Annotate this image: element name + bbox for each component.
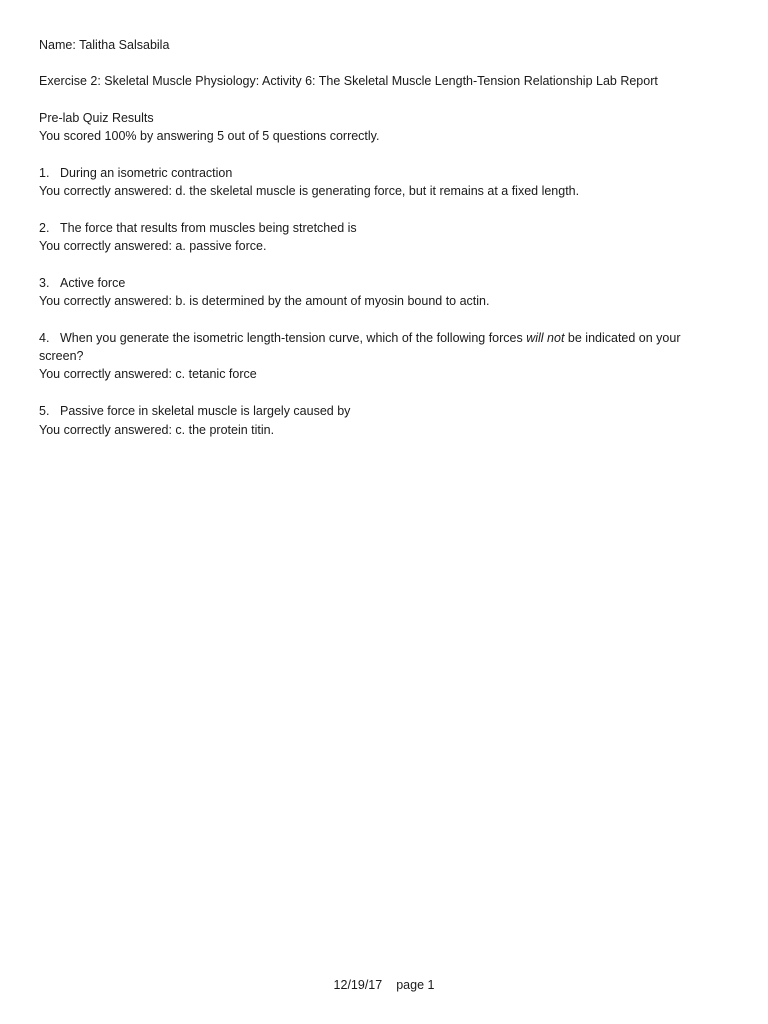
question-2 (39, 219, 708, 237)
question-emphasis: will not (526, 331, 565, 345)
question-4 (39, 329, 699, 365)
question-5 (39, 402, 708, 420)
question-3 (39, 274, 708, 292)
answer-2: You correctly answered: a. passive force. (39, 239, 267, 253)
question-text: During an isometric contraction (60, 166, 233, 180)
question-text: Active force (60, 276, 126, 290)
question-text-start: When you generate the isometric length-tension curve, which of the following forces (60, 331, 527, 345)
report-title: Exercise 2: Skeletal Muscle Physiology: Activity 6: The Skeletal Muscle Length-Tension Relationship Lab Report (39, 74, 658, 88)
question-number: 3. (39, 276, 50, 290)
question-text: Passive force in skeletal muscle is largely caused by (60, 404, 351, 418)
question-number: 2. (39, 221, 50, 235)
question-1 (39, 164, 708, 182)
answer-4: You correctly answered: c. tetanic force (39, 367, 257, 381)
quiz-score: You scored 100% by answering 5 out of 5 questions correctly. (39, 129, 380, 143)
question-number: 1. (39, 166, 50, 180)
answer-5: You correctly answered: c. the protein titin. (39, 423, 275, 437)
quiz-heading: Pre-lab Quiz Results (39, 111, 154, 125)
page-footer (0, 976, 768, 994)
question-number: 4. (39, 331, 50, 345)
question-number: 5. (39, 404, 50, 418)
footer-date: 12/19/17 (333, 978, 383, 992)
question-text-end: be indicated on your screen? (39, 331, 681, 363)
footer-page-number: page 1 (396, 978, 435, 992)
student-name: Name: Talitha Salsabila (39, 38, 170, 52)
answer-1: You correctly answered: d. the skeletal muscle is generating force, but it remains at a fixed length. (39, 184, 580, 198)
question-text: The force that results from muscles being stretched is (60, 221, 357, 235)
answer-3: You correctly answered: b. is determined by the amount of myosin bound to actin. (39, 294, 490, 308)
